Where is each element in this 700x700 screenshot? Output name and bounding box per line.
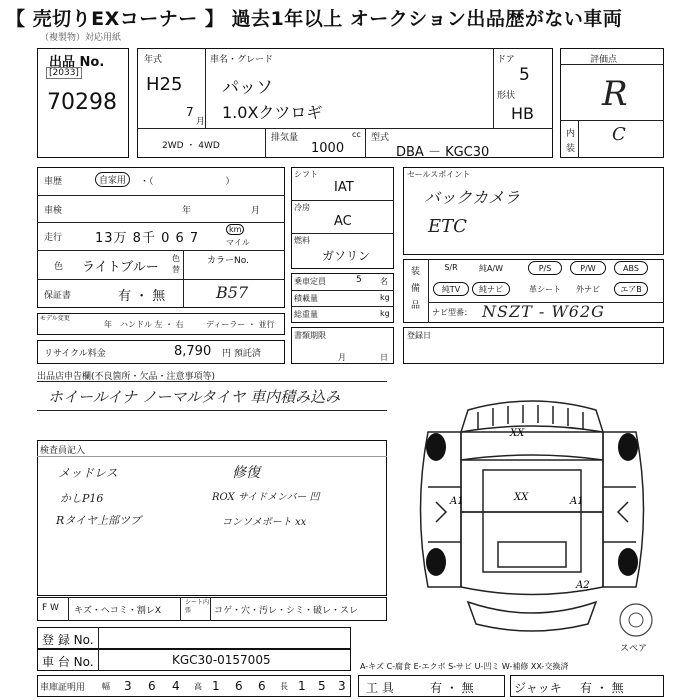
jack-label: ジャッキ	[514, 681, 562, 695]
inspector-left-3: Rタイヤ上部ツブ	[56, 514, 142, 527]
model-grade: 1.0Xクツロギ	[222, 103, 323, 122]
model-change-label: モデル変更	[40, 315, 70, 322]
spare-tire-circle	[620, 604, 652, 636]
month-value: 7	[186, 105, 194, 119]
sales-point-block	[403, 167, 664, 255]
cert-unit-width: 幅	[102, 682, 110, 691]
capacity-unit: 名	[380, 277, 388, 286]
doc-deadline-day: 日	[380, 353, 388, 362]
grade-score: R	[602, 74, 628, 114]
inspector-label: 検査員記入	[40, 446, 86, 456]
gross-label: 総重量	[294, 310, 318, 319]
load-label: 積載量	[294, 294, 318, 303]
equip-leather-seat: 革シート	[529, 285, 561, 294]
cert-cell-7: 1	[298, 679, 306, 693]
color-code: B57	[216, 283, 249, 302]
grade-label: 評価点	[590, 55, 618, 65]
tools-value: 有 ・ 無	[430, 681, 474, 695]
cert-cell-3: 4	[172, 679, 180, 693]
fw-text1: キズ・ヘコミ・割レX	[74, 606, 161, 616]
mark-top: XX	[510, 428, 525, 439]
model-code-label: 型式	[371, 133, 390, 143]
interior-label-1: 内	[566, 129, 576, 139]
notes-label: 出品店申告欄(不良箇所・欠品・注意事項等)	[37, 372, 216, 382]
spare-tire-hub	[629, 613, 643, 627]
mileage-value: 13万 8千 0 6 7	[95, 231, 200, 246]
recycle-label: リサイクル料金	[44, 349, 106, 359]
mileage-label: 走行	[44, 233, 63, 243]
fw-text2: シート内張	[185, 599, 210, 614]
tools-label: 工 具	[366, 681, 394, 695]
cert-cell-9: 3	[338, 679, 346, 693]
equip-power-window: P/W	[570, 261, 606, 275]
model-code-value: DBA － KGC30	[396, 145, 490, 160]
damage-legend: A-キズ C-腐食 E-エクボ S-サビ U-凹ミ W-補修 XX-交換済	[360, 662, 569, 671]
navi-model-label: ナビ型番：	[432, 308, 472, 317]
cert-cell-6: 6	[258, 679, 266, 693]
displacement-unit: cc	[352, 130, 361, 139]
inspection-label: 車検	[44, 206, 63, 216]
color-change-label: 色替	[172, 254, 180, 274]
cert-label: 車庫証明用	[40, 683, 86, 693]
color-value: ライトブルー	[82, 260, 159, 275]
fuel-value: ガソリン	[322, 249, 371, 263]
cert-cell-2: 6	[148, 679, 156, 693]
equipment-label-3: 品	[411, 301, 421, 311]
jack-value: 有 ・ 無	[580, 681, 624, 695]
aircon-value: AC	[334, 214, 352, 229]
inspection-month: 月	[251, 206, 261, 216]
equipment-label-2: 備	[411, 284, 421, 294]
equip-alloy-wheel: 純A/W	[478, 264, 504, 273]
equipment-label-1: 装	[411, 267, 421, 277]
gross-unit: kg	[380, 309, 390, 318]
inspector-left-1: メッドレス	[58, 466, 118, 480]
equip-navi: 純ナビ	[472, 282, 510, 296]
body-label: 形状	[497, 91, 516, 101]
year-label: 年式	[144, 55, 163, 65]
car-damage-diagram	[398, 392, 666, 642]
reg-date-label: 登録日	[407, 331, 431, 340]
subheader: （複製物）対応用紙	[40, 33, 122, 43]
lot-label: 出品 No.	[49, 55, 105, 70]
equip-airbag: エアB	[614, 282, 648, 296]
inspector-right-1: 修復	[232, 465, 260, 481]
mark-center: XX	[514, 492, 529, 503]
fuel-label: 燃料	[294, 236, 310, 245]
doors-label: ドア	[497, 55, 515, 65]
model-change-year: 年	[104, 320, 112, 329]
equip-ext-navi: 外ナビ	[576, 285, 600, 294]
doc-deadline-label: 書類期限	[294, 331, 326, 340]
equip-abs: ABS	[614, 261, 648, 275]
mark-bottom: A2	[576, 580, 590, 591]
recycle-unit: 円 預託済	[222, 349, 261, 359]
interior-label-2: 装	[566, 144, 576, 154]
inspector-right-2: ROX サイドメンバー 凹	[212, 492, 320, 503]
cert-cell-4: 1	[212, 679, 220, 693]
displacement-value: 1000	[311, 141, 345, 156]
lot-code: [2033]	[46, 67, 82, 79]
capacity-label: 乗車定員	[294, 277, 326, 286]
warranty-label: 保証書	[44, 291, 72, 301]
model-label: 車名・グレード	[210, 55, 274, 65]
fw-text3: コゲ・穴・汚レ・シミ・破レ・スレ	[214, 606, 359, 616]
equip-power-steering: P/S	[528, 261, 562, 275]
aircon-label: 冷房	[294, 203, 310, 212]
color-code-label: カラーNo.	[207, 256, 249, 266]
doc-deadline-month: 月	[338, 353, 346, 362]
shift-value: IAT	[334, 180, 354, 195]
month-suffix: 月	[196, 117, 206, 127]
history-suffix: ・（ ）	[140, 177, 235, 187]
cert-cell-8: 5	[318, 679, 326, 693]
shift-label: シフト	[294, 170, 318, 179]
interior-grade: C	[612, 124, 626, 145]
recycle-value: 8,790	[174, 344, 212, 359]
cert-cell-1: 3	[124, 679, 132, 693]
mileage-unit-mile: マイル	[226, 238, 250, 247]
displacement-label: 排気量	[271, 133, 299, 143]
spare-label: スペア	[620, 644, 648, 654]
capacity-value: 5	[356, 275, 362, 285]
inspector-right-3: コンソメポート xx	[222, 517, 307, 528]
registration-label: 登 録 No.	[42, 633, 94, 647]
model-name: パッソ	[222, 78, 273, 98]
drive-label: 2WD ・ 4WD	[162, 141, 220, 151]
sales-point-line2: ETC	[428, 216, 467, 237]
fw-label: F W	[42, 603, 59, 613]
lot-number: 70298	[47, 90, 117, 115]
cert-unit-length: 長	[280, 682, 288, 691]
chassis-value: KGC30-0157005	[172, 653, 271, 667]
notes-text: ホイールイナ ノーマルタイヤ 車内積み込み	[48, 388, 341, 406]
history-value: 自家用	[95, 172, 130, 187]
body-value: HB	[511, 104, 535, 123]
load-unit: kg	[380, 293, 390, 302]
inspection-year: 年	[182, 206, 192, 216]
history-label: 車歴	[44, 177, 63, 187]
equip-tv: 純TV	[433, 282, 469, 296]
doors-value: 5	[519, 65, 530, 85]
model-change-dealer: ディーラー ・ 並行	[206, 320, 275, 329]
mark-right: A1	[570, 496, 584, 507]
mark-left: A1	[450, 496, 464, 507]
reg-date-block	[403, 327, 664, 364]
year-value: H25	[146, 74, 183, 95]
sales-point-line1: バックカメラ	[424, 188, 521, 207]
inspector-left-2: かしP16	[60, 492, 104, 505]
color-label: 色	[54, 262, 64, 272]
equip-sr: S/R	[444, 263, 458, 272]
cert-unit-height: 高	[194, 682, 202, 691]
banner-title: 【 売切りEXコーナー 】 過去1年以上 オークション出品歴がない車両	[0, 0, 700, 34]
chassis-label: 車 台 No.	[42, 655, 94, 669]
sales-point-label: セールスポイント	[407, 170, 471, 179]
navi-model: NSZT - W62G	[482, 302, 605, 321]
mileage-unit-km: km	[226, 224, 244, 235]
warranty-value: 有 ・ 無	[118, 289, 166, 304]
cert-cell-5: 6	[235, 679, 243, 693]
model-change-handle: ハンドル 左 ・ 右	[120, 320, 184, 329]
